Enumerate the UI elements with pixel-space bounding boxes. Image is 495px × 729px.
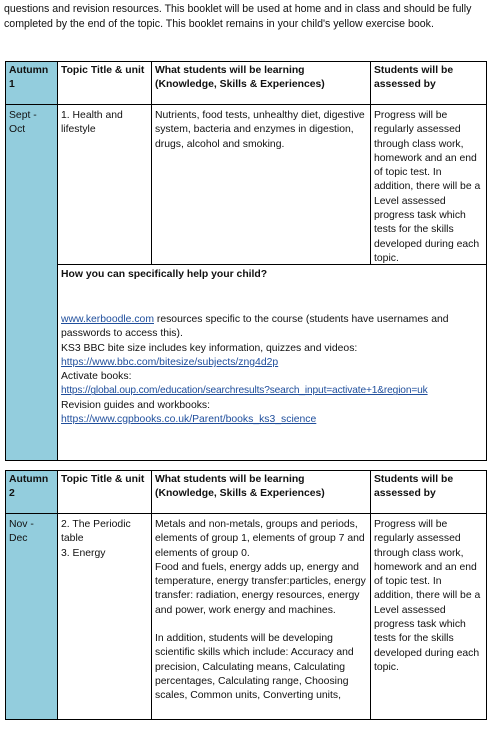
autumn1-header-topic: Topic Title & unit [61,65,145,76]
activate-books-link[interactable]: https://global.oup.com/education/searchresults?search_input=activate+1&region=uk [61,385,428,397]
autumn1-header-assessment: Students will be assessed by [374,65,454,91]
autumn2-header-topic: Topic Title & unit [61,474,145,485]
autumn1-learning: Nutrients, food tests, unhealthy diet, digestive system, bacteria and enzymes in digestion, drugs, alcohol and smoking. [155,110,365,150]
cgp-books-link[interactable]: https://www.cgpbooks.co.uk/Parent/books_ks3_science [61,414,317,426]
autumn2-period: Nov - Dec [9,519,34,545]
autumn1-assessment: Progress will be regularly assessed through class work, homework and an end of topic test. In addition, there will be a Level assessed progress task which tests for the skills developed during each topic. [374,110,481,264]
autumn1-topic: 1. Health and lifestyle [61,110,123,136]
activate-description: Activate books: [61,371,132,383]
autumn2-header-assessment: Students will be assessed by [374,474,454,500]
intro-paragraph: questions and revision resources. This booklet will be used at home and in class and should be fully completed by the end of the topic. This booklet remains in your child's yellow exercise book. [4,3,472,30]
autumn2-learning-skills: In addition, students will be developing scientific skills which include: Accuracy and precision, Calculating means, Calculating percentages, Calculating range, Choosing scales, Common units, Converting units, [155,633,354,702]
kerboodle-link[interactable]: www.kerboodle.com [61,314,154,325]
autumn2-term-column [5,470,57,720]
autumn1-period: Sept - Oct [9,110,37,136]
autumn2-assessment: Progress will be regularly assessed through class work, homework and an end of topic test. In addition, there will be a Level assessed progress task which tests for the skills developed during each topic. [374,519,481,673]
autumn1-help-heading: How you can specifically help your child? [61,269,268,280]
autumn2-topic-periodic-table: 2. The Periodic table [61,519,131,545]
autumn2-learning [151,516,370,706]
autumn2-topics [57,516,151,563]
bbc-bitesize-link[interactable]: https://www.bbc.com/bitesize/subjects/zng4d2p [61,356,279,368]
autumn1-help-resources [57,311,486,429]
bbc-description: KS3 BBC bite size includes key information, quizzes and videos: [61,342,358,354]
autumn1-header-learning: What students will be learning (Knowledge, Skills & Experiences) [155,65,325,91]
autumn2-header-learning: What students will be learning (Knowledge, Skills & Experiences) [155,474,325,500]
autumn2-learning-energy: Food and fuels, energy adds up, energy and temperature, energy transfer:particles, energy transfer: radiation, energy resources, energy and power, work energy and machines. [155,561,366,616]
revision-guides-description: Revision guides and workbooks: [61,399,211,411]
autumn2-learning-periodic: Metals and non-metals, groups and periods, elements of group 1, elements of group 7 and elements of group 0. [155,519,365,559]
kerboodle-description: resources specific to the course (students have usernames and passwords to access this). [61,314,449,340]
autumn2-term-label: Autumn 2 [9,474,49,500]
autumn1-term-label: Autumn 1 [9,65,49,91]
autumn2-topic-energy: 3. Energy [61,547,106,559]
